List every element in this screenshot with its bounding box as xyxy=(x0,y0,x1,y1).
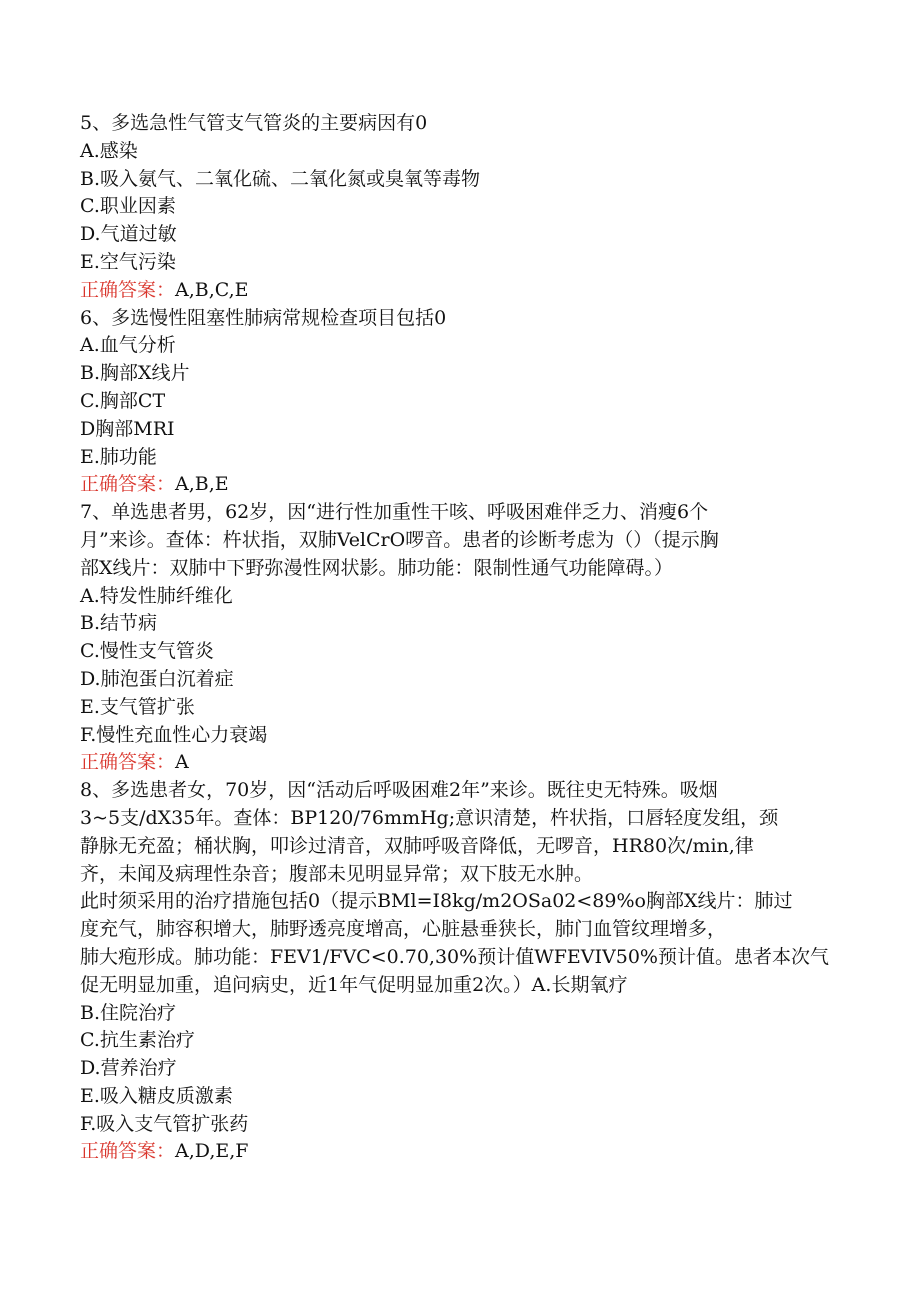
answer-value: A,D,E,F xyxy=(175,1140,249,1163)
answer-value: A,B,E xyxy=(175,473,229,496)
option-d: D.肺泡蛋白沉着症 xyxy=(80,667,234,690)
document-page xyxy=(80,110,850,1166)
answer-label: 正确答案： xyxy=(80,278,176,301)
option-a: A.感染 xyxy=(80,139,138,162)
question-stem-line: 齐，未闻及病理性杂音；腹部未见明显异常；双下肢无水肿。 xyxy=(80,862,594,885)
question-5 xyxy=(80,110,850,305)
question-stem-line: 月”来诊。查体：杵状指，双肺VelCrO啰音。患者的诊断考虑为（）（提示胸 xyxy=(80,528,719,551)
option-e: E.肺功能 xyxy=(80,445,157,468)
correct-answer xyxy=(80,277,850,305)
option-c: C.抗生素治疗 xyxy=(80,1029,195,1052)
option-d: D胸部MRI xyxy=(80,417,175,440)
option-e: E.吸入糖皮质激素 xyxy=(80,1084,233,1107)
question-8 xyxy=(80,777,850,1166)
option-c: C.职业因素 xyxy=(80,195,176,218)
correct-answer xyxy=(80,1138,850,1166)
option-d: D.营养治疗 xyxy=(80,1057,177,1080)
option-d: D.气道过敏 xyxy=(80,223,177,246)
question-stem: 5、多选急性气管支气管炎的主要病因有0 xyxy=(80,112,428,134)
question-stem-line: 8、多选患者女，70岁，因“活动后呼吸困难2年”来诊。既往史无特殊。吸烟 xyxy=(80,779,718,802)
question-stem-line: 度充气，肺容积增大，肺野透亮度增高，心脏悬垂狭长，肺门血管纹理增多， xyxy=(80,918,727,941)
option-b: B.结节病 xyxy=(80,612,158,635)
option-c: C.慢性支气管炎 xyxy=(80,640,214,663)
option-e: E.支气管扩张 xyxy=(80,695,195,718)
correct-answer xyxy=(80,471,850,499)
option-c: C.胸部CT xyxy=(80,389,166,412)
answer-label: 正确答案： xyxy=(80,473,176,496)
question-stem-line: 肺大疱形成。肺功能：FEV1/FVC<0.70,30%预计值WFEVIV50%预计值。患者本次气 xyxy=(80,945,829,968)
question-stem: 6、多选慢性阻塞性肺病常规检查项目包括0 xyxy=(80,306,447,329)
question-stem-line: 此时须采用的治疗措施包括0（提示BMl=I8kg/m2OSa02<89%o胸部X线片：肺过 xyxy=(80,890,793,913)
question-stem-line: 促无明显加重，追问病史，近1年气促明显加重2次。）A.长期氧疗 xyxy=(80,973,628,996)
option-e: E.空气污染 xyxy=(80,250,176,273)
option-b: B.吸入氨气、二氧化硫、二氧化氮或臭氧等毒物 xyxy=(80,167,481,190)
option-a: A.血气分析 xyxy=(80,334,176,357)
answer-label: 正确答案： xyxy=(80,751,176,774)
option-f: F.吸入支气管扩张药 xyxy=(80,1112,249,1135)
option-f: F.慢性充血性心力衰竭 xyxy=(80,723,268,746)
question-stem-line: 3~5支/dX35年。查体：BP120/76mmHg;意识清楚，杵状指，口唇轻度发组，颈 xyxy=(80,806,779,829)
option-b: B.胸部X线片 xyxy=(80,362,190,385)
option-a: A.特发性肺纤维化 xyxy=(80,584,233,607)
question-6 xyxy=(80,305,850,500)
correct-answer xyxy=(80,749,850,777)
answer-value: A xyxy=(175,751,189,774)
option-b: B.住院治疗 xyxy=(80,1001,177,1024)
question-stem-line: 7、单选患者男，62岁，因“进行性加重性干咳、呼吸困难伴乏力、消瘦6个 xyxy=(80,501,709,524)
answer-value: A,B,C,E xyxy=(175,278,249,301)
question-7 xyxy=(80,499,850,777)
answer-label: 正确答案： xyxy=(80,1140,176,1163)
question-stem-line: 静脉无充盈；桶状胸，叩诊过清音，双肺呼吸音降低，无啰音，HR80次/min,律 xyxy=(80,834,754,857)
question-stem-line: 部X线片：双肺中下野弥漫性网状影。肺功能：限制性通气功能障碍。） xyxy=(80,556,674,579)
